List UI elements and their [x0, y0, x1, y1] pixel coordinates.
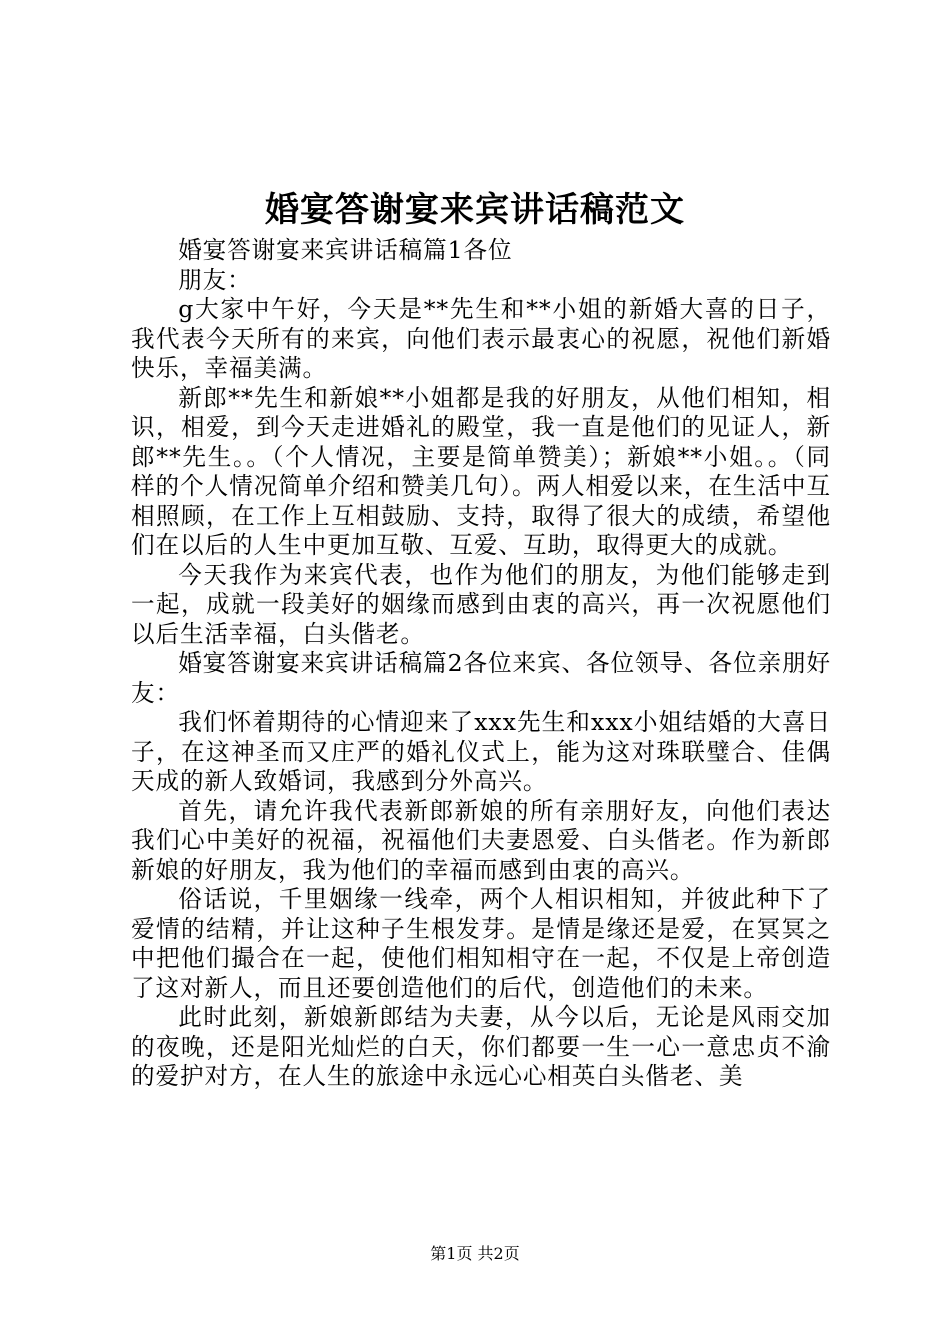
page-footer: 第1页 共2页	[430, 1244, 520, 1263]
paragraph: 今天我作为来宾代表，也作为他们的朋友，为他们能够走到一起，成就一段美好的姻缘而感到由衷的高兴，再一次祝愿他们以后生活幸福，白头偕老。	[131, 560, 831, 648]
paragraph: 我们怀着期待的心情迎来了xxx先生和xxx小姐结婚的大喜日子，在这神圣而又庄严的婚礼仪式上，能为这对珠联璧合、佳偶天成的新人致婚词，我感到分外高兴。	[131, 708, 831, 795]
document-body	[131, 236, 831, 1092]
paragraph: 俗话说，千里姻缘一线牵，两个人相识相知，并彼此种下了爱情的结精，并让这种子生根发芽。是情是缘还是爱，在冥冥之中把他们撮合在一起，使他们相知相守在一起，不仅是上帝创造了这对新人，而且还要创造他们的后代，创造他们的未来。	[131, 885, 831, 1002]
paragraph: 朋友：	[178, 265, 252, 294]
paragraph: 首先，请允许我代表新郎新娘的所有亲朋好友，向他们表达我们心中美好的祝福，祝福他们夫妻恩爱、白头偕老。作为新郎新娘的好朋友，我为他们的幸福而感到由衷的高兴。	[131, 796, 831, 884]
document-title: 婚宴答谢宴来宾讲话稿范文	[265, 190, 685, 230]
paragraph: 婚宴答谢宴来宾讲话稿篇2各位来宾、各位领导、各位亲朋好友：	[131, 649, 831, 707]
paragraph: 新郎**先生和新娘**小姐都是我的好朋友，从他们相知，相识，相爱，到今天走进婚礼的殿堂，我一直是他们的见证人，新郎**先生。。（个人情况，主要是简单赞美）；新娘**小姐。。（同样的个人情况简单介绍和赞美几句）。两人相爱以来，在生活中互相照顾，在工作上互相鼓励、支持，取得了很大的成绩，希望他们在以后的人生中更加互敬、互爱、互助，取得更大的成就。	[131, 383, 831, 559]
paragraph: 此时此刻，新娘新郎结为夫妻，从今以后，无论是风雨交加的夜晚，还是阳光灿烂的白天，你们都要一生一心一意忠贞不渝的爱护对方，在人生的旅途中永远心心相英白头偕老、美	[131, 1003, 831, 1090]
paragraph: g大家中午好，今天是**先生和**小姐的新婚大喜的日子，我代表今天所有的来宾，向他们表示最衷心的祝愿，祝他们新婚快乐，幸福美满。	[131, 295, 831, 382]
paragraph: 婚宴答谢宴来宾讲话稿篇1各位	[178, 236, 513, 264]
